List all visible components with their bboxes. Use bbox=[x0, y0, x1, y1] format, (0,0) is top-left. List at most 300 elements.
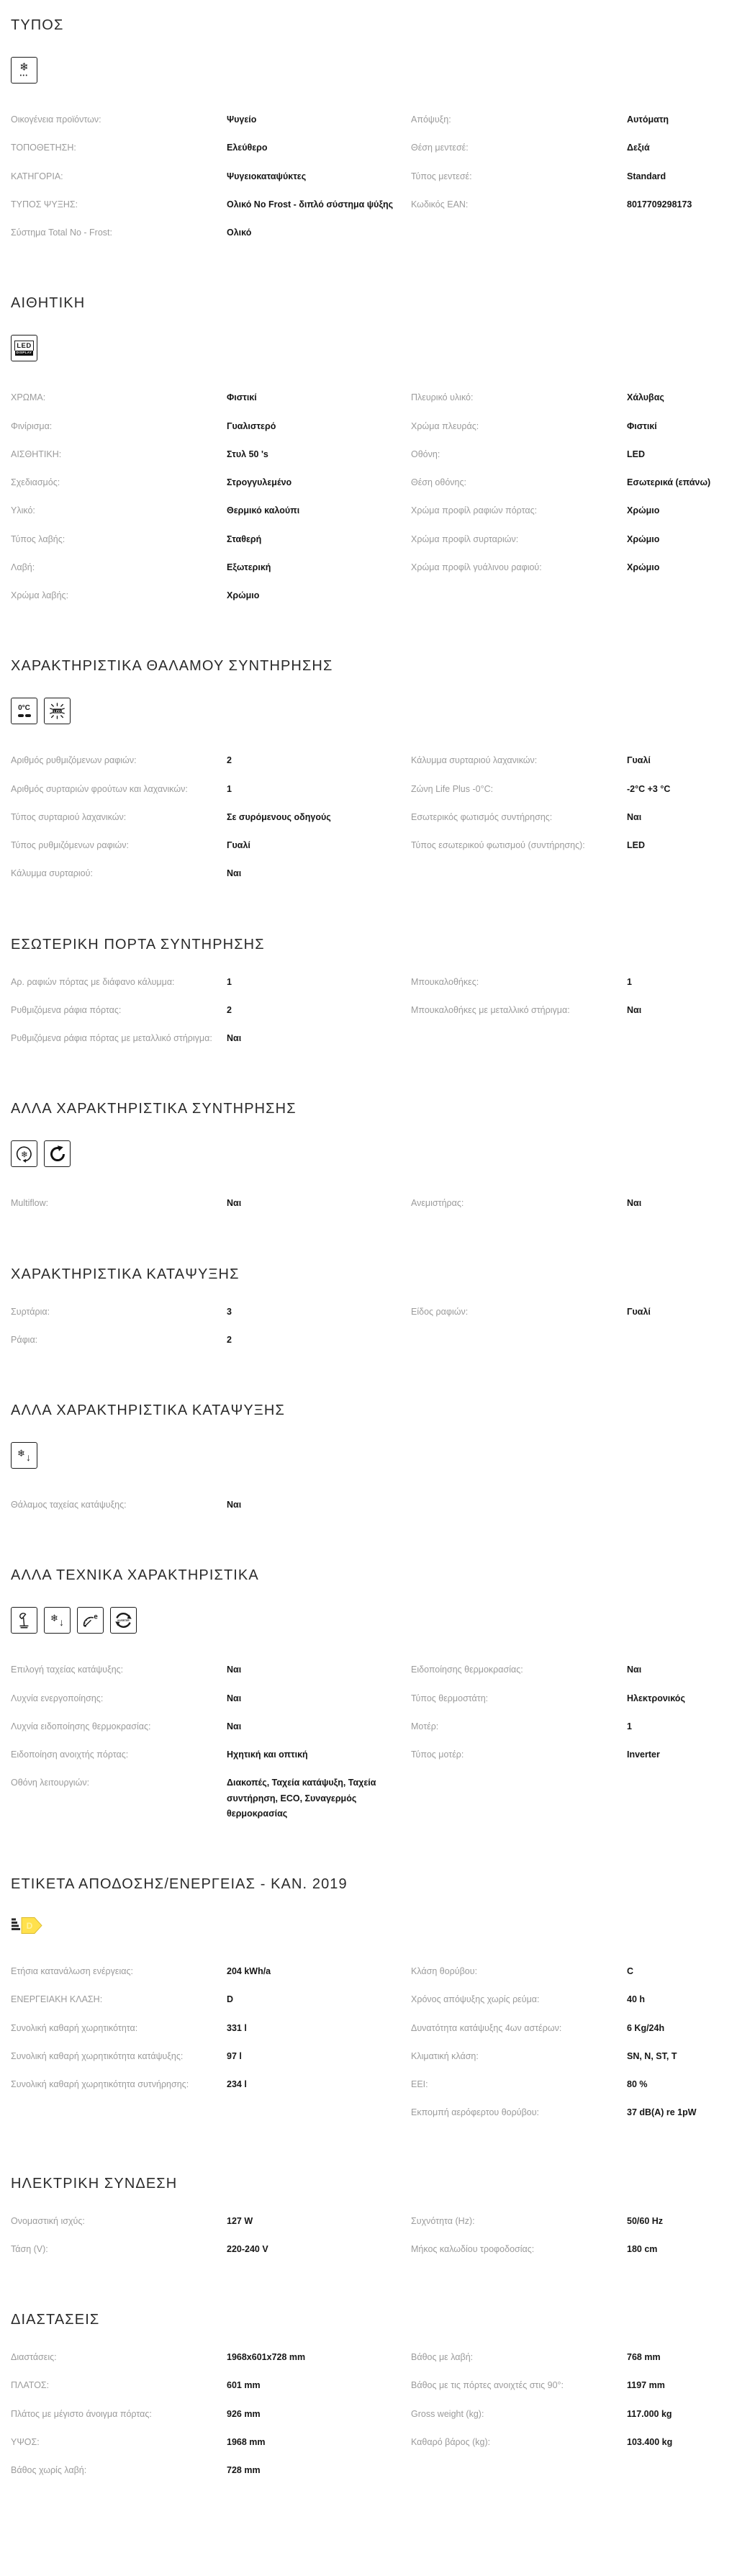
spec-row bbox=[411, 1965, 727, 1979]
section-title: ΕΣΩΤΕΡΙΚΗ ΠΟΡΤΑ ΣΥΝΤΗΡΗΣΗΣ bbox=[11, 936, 265, 953]
spec-row bbox=[11, 811, 411, 825]
spec-label: Σχεδιασμός: bbox=[11, 477, 60, 487]
zero-degree-zone-icon: 0°C bbox=[11, 698, 37, 724]
spec-label: Τύπος ρυθμιζόμενων ραφιών: bbox=[11, 840, 129, 850]
spec-row bbox=[11, 2243, 411, 2257]
spec-label: Λαβή: bbox=[11, 562, 35, 572]
spec-label: Τύπος λαβής: bbox=[11, 533, 65, 544]
section-title: ΕΤΙΚΕΤΑ ΑΠΟΔΟΣΗΣ/ΕΝΕΡΓΕΙΑΣ - ΚΑΝ. 2019 bbox=[11, 1876, 348, 1892]
spec-value: Στρογγυλεμένο bbox=[227, 477, 292, 487]
spec-label: Θάλαμος ταχείας κατάψυξης: bbox=[11, 1500, 127, 1510]
spec-label: Ράφια: bbox=[11, 1334, 38, 1345]
spec-row bbox=[11, 1334, 411, 1348]
spec-row bbox=[411, 477, 727, 490]
spec-value: 926 mm bbox=[227, 2408, 261, 2419]
spec-label: Συνολική καθαρή χωρητικότητα κατάψυξης: bbox=[11, 2050, 184, 2061]
section-title: ΑΛΛΑ ΧΑΡΑΚΤΗΡΙΣΤΙΚΑ ΚΑΤΑΨΥΞΗΣ bbox=[11, 1402, 285, 1418]
spec-row bbox=[11, 783, 411, 797]
spec-row bbox=[11, 392, 411, 405]
right-column bbox=[411, 1306, 727, 1334]
spec-label: Ονομαστική ισχύς: bbox=[11, 2215, 85, 2226]
spec-label: ΤΟΠΟΘΕΤΗΣΗ: bbox=[11, 143, 76, 153]
spec-label: Αριθμός ρυθμιζόμενων ραφιών: bbox=[11, 755, 137, 766]
spec-label: Λυχνία ειδοποίησης θερμοκρασίας: bbox=[11, 1721, 151, 1731]
spec-row bbox=[11, 1777, 411, 1821]
lamp-icon bbox=[11, 1607, 37, 1634]
svg-text:D: D bbox=[26, 1921, 33, 1931]
spec-value: 117.000 kg bbox=[627, 2408, 672, 2419]
spec-value: -2°C +3 °C bbox=[627, 783, 671, 794]
spec-label: ΑΙΣΘΗΤΙΚΗ: bbox=[11, 449, 62, 459]
spec-value: Ψυγειοκαταψύκτες bbox=[227, 171, 307, 181]
spec-label: Συνολική καθαρή χωρητικότητα συτνήρησης: bbox=[11, 2079, 189, 2089]
spec-label: Αρ. ραφιών πόρτας με διάφανο κάλυμμα: bbox=[11, 976, 175, 987]
spec-value: 80 % bbox=[627, 2079, 648, 2089]
spec-label: Δυνατότητα κατάψυξης 4ων αστέρων: bbox=[411, 2022, 562, 2033]
spec-label: Εκπομπή αερόφερτου θορύβου: bbox=[411, 2107, 540, 2118]
spec-row bbox=[11, 142, 411, 156]
spec-value: LED bbox=[627, 840, 645, 850]
spec-value: 97 l bbox=[227, 2050, 242, 2061]
spec-label: Κωδικός EAN: bbox=[411, 199, 469, 210]
right-column bbox=[411, 2215, 727, 2272]
spec-value: 1 bbox=[227, 783, 232, 794]
spec-row bbox=[411, 1004, 727, 1018]
spec-value: Ναι bbox=[227, 1693, 242, 1703]
section-fridge-inner-door bbox=[11, 937, 727, 1061]
spec-row bbox=[411, 392, 727, 405]
spec-row bbox=[11, 1004, 411, 1018]
spec-row bbox=[411, 505, 727, 518]
spec-row bbox=[11, 2351, 411, 2365]
spec-label: Μπουκαλοθήκες με μεταλλικό στήριγμα: bbox=[411, 1004, 570, 1015]
right-column bbox=[411, 755, 727, 868]
spec-value: 6 Kg/24h bbox=[627, 2022, 665, 2033]
spec-label: Μήκος καλωδίου τροφοδοσίας: bbox=[411, 2243, 535, 2254]
spec-value: Ναι bbox=[227, 1198, 242, 1209]
svg-text:LED: LED bbox=[53, 710, 61, 714]
spec-row bbox=[11, 420, 411, 434]
spec-row bbox=[411, 811, 727, 825]
spec-label: Χρώμα προφίλ ραφιών πόρτας: bbox=[411, 505, 538, 516]
fan-icon bbox=[44, 1140, 71, 1167]
section-other-technical-features bbox=[11, 1567, 727, 1836]
spec-label: Ειδοποίησης θερμοκρασίας: bbox=[411, 1665, 523, 1675]
section-other-fridge-features bbox=[11, 1101, 727, 1225]
auto-defrost-icon: ❄ ••• bbox=[11, 57, 37, 84]
right-column bbox=[411, 114, 727, 227]
section-icon-row bbox=[11, 335, 727, 361]
spec-row bbox=[411, 449, 727, 462]
spec-value: SN, N, ST, T bbox=[627, 2050, 677, 2061]
spec-row bbox=[11, 2436, 411, 2450]
spec-row bbox=[11, 2022, 411, 2036]
spec-row bbox=[411, 2079, 727, 2092]
spec-value: 40 h bbox=[627, 1994, 646, 2005]
spec-row bbox=[411, 2408, 727, 2422]
section-electrical-connection bbox=[11, 2176, 727, 2272]
spec-grid bbox=[11, 1499, 727, 1527]
spec-row bbox=[11, 1032, 411, 1046]
left-column bbox=[11, 2351, 411, 2492]
spec-value: Ναι bbox=[627, 811, 642, 822]
spec-value: Εσωτερικά (επάνω) bbox=[627, 477, 711, 487]
spec-label: Gross weight (kg): bbox=[411, 2408, 484, 2419]
left-column bbox=[11, 1965, 411, 2107]
spec-label: Βάθος με τις πόρτες ανοιχτές στις 90°: bbox=[411, 2380, 564, 2391]
spec-label: Χρώμα λαβής: bbox=[11, 590, 69, 600]
spec-value: Θερμικό καλούπι bbox=[227, 505, 300, 516]
spec-value: 2 bbox=[227, 1004, 232, 1015]
spec-value: 1 bbox=[227, 976, 232, 987]
spec-row bbox=[11, 114, 411, 127]
spec-row bbox=[411, 171, 727, 184]
section-title: ΧΑΡΑΚΤΗΡΙΣΤΙΚΑ ΘΑΛΑΜΟΥ ΣΥΝΤΗΡΗΣΗΣ bbox=[11, 658, 333, 675]
spec-label: Θέση οθόνης: bbox=[411, 477, 466, 487]
spec-value: Γυαλί bbox=[627, 755, 651, 766]
spec-label: Multiflow: bbox=[11, 1198, 49, 1209]
left-column bbox=[11, 976, 411, 1061]
spec-label: Κάλυμμα συρταριού: bbox=[11, 868, 93, 879]
spec-value: Δεξιά bbox=[627, 143, 650, 153]
spec-label: Φινίρισμα: bbox=[11, 420, 53, 431]
spec-label: Ανεμιστήρας: bbox=[411, 1198, 464, 1209]
right-column bbox=[411, 976, 727, 1033]
left-column bbox=[11, 2215, 411, 2272]
section-icon-row bbox=[11, 1607, 727, 1634]
spec-row bbox=[411, 839, 727, 853]
spec-label: Τύπος συρταριού λαχανικών: bbox=[11, 811, 127, 822]
spec-label: Θέση μεντεσέ: bbox=[411, 143, 469, 153]
spec-label: Τύπος θερμοστάτη: bbox=[411, 1693, 489, 1703]
spec-row bbox=[11, 1721, 411, 1734]
spec-value: 127 W bbox=[227, 2215, 253, 2226]
spec-value: Ναι bbox=[227, 1721, 242, 1731]
left-column bbox=[11, 392, 411, 618]
inverter-icon bbox=[110, 1607, 137, 1634]
spec-value: Ναι bbox=[227, 1500, 242, 1510]
spec-value: Ναι bbox=[227, 1665, 242, 1675]
right-column bbox=[411, 1965, 727, 2135]
spec-row bbox=[11, 533, 411, 547]
spec-value: D bbox=[227, 1994, 234, 2005]
spec-row bbox=[411, 1994, 727, 2007]
spec-label: Ρυθμιζόμενα ράφια πόρτας: bbox=[11, 1004, 122, 1015]
spec-label: Τύπος εσωτερικού φωτισμού (συντήρησης): bbox=[411, 840, 585, 850]
spec-row bbox=[11, 1499, 411, 1513]
spec-label: Οθόνη λειτουργιών: bbox=[11, 1778, 90, 1788]
spec-row bbox=[411, 533, 727, 547]
svg-text:❄: ❄ bbox=[20, 1149, 28, 1160]
spec-row bbox=[411, 976, 727, 990]
spec-value: 601 mm bbox=[227, 2380, 261, 2391]
spec-label: Τύπος μεντεσέ: bbox=[411, 171, 472, 181]
multiflow-icon bbox=[11, 1140, 37, 1167]
section-title: ΑΛΛΑ ΤΕΧΝΙΚΑ ΧΑΡΑΚΤΗΡΙΣΤΙΚΑ bbox=[11, 1567, 259, 1584]
spec-value: 37 dB(A) re 1pW bbox=[627, 2107, 697, 2118]
spec-value: 331 l bbox=[227, 2022, 247, 2033]
spec-row bbox=[11, 2050, 411, 2064]
spec-value: Διακοπές, Ταχεία κατάψυξη, Ταχεία συντήρηση, ECO, Συναγερμός θερμοκρασίας bbox=[227, 1778, 376, 1819]
spec-row bbox=[411, 1721, 727, 1734]
spec-grid bbox=[11, 114, 727, 255]
spec-row bbox=[411, 1749, 727, 1762]
spec-value: 220-240 V bbox=[227, 2243, 268, 2254]
spec-row bbox=[411, 562, 727, 575]
spec-row bbox=[411, 2022, 727, 2036]
spec-value: Χρώμιο bbox=[627, 533, 660, 544]
spec-value: 3 bbox=[227, 1306, 232, 1317]
fast-freeze-icon: ❄ ↓ bbox=[11, 1442, 37, 1469]
spec-row bbox=[11, 2079, 411, 2092]
spec-label: Αριθμός συρταριών φρούτων και λαχανικών: bbox=[11, 783, 188, 794]
spec-label: Ετήσια κατανάλωση ενέργειας: bbox=[11, 1966, 133, 1976]
spec-value: Ολικό bbox=[227, 228, 252, 238]
spec-label: Κλάση θορύβου: bbox=[411, 1966, 478, 1976]
spec-value: Ναι bbox=[227, 1033, 242, 1043]
spec-value: Ηχητική και οπτική bbox=[227, 1749, 308, 1760]
led-light-icon bbox=[44, 698, 71, 724]
spec-row bbox=[11, 1664, 411, 1677]
spec-row bbox=[411, 2379, 727, 2393]
section-title: ΑΙΘΗΤΙΚΗ bbox=[11, 295, 86, 312]
spec-row bbox=[411, 2436, 727, 2450]
spec-label: Ζώνη Life Plus -0°C: bbox=[411, 783, 494, 794]
spec-value: 1 bbox=[627, 1721, 632, 1731]
spec-label: Τύπος μοτέρ: bbox=[411, 1749, 464, 1760]
spec-value: 1197 mm bbox=[627, 2380, 665, 2391]
left-column bbox=[11, 1499, 411, 1527]
right-column bbox=[411, 1197, 727, 1225]
spec-value: 180 cm bbox=[627, 2243, 658, 2254]
spec-row bbox=[11, 976, 411, 990]
spec-value: 50/60 Hz bbox=[627, 2215, 664, 2226]
svg-text:e: e bbox=[93, 1613, 98, 1621]
spec-value: Στυλ 50 's bbox=[227, 449, 268, 459]
spec-label: Βάθος με λαβή: bbox=[411, 2352, 474, 2362]
right-column bbox=[411, 1664, 727, 1777]
spec-label: Χρώμα πλευράς: bbox=[411, 420, 479, 431]
spec-row bbox=[11, 1965, 411, 1979]
spec-value: Φιστικί bbox=[227, 392, 257, 403]
spec-label: Μοτέρ: bbox=[411, 1721, 439, 1731]
spec-value: Standard bbox=[627, 171, 666, 181]
spec-grid bbox=[11, 1306, 727, 1363]
spec-value: Ψυγείο bbox=[227, 114, 257, 125]
left-column bbox=[11, 114, 411, 255]
spec-row bbox=[11, 839, 411, 853]
spec-label: Πλευρικό υλικό: bbox=[411, 392, 474, 403]
spec-grid bbox=[11, 392, 727, 618]
section-freezer-features bbox=[11, 1266, 727, 1363]
spec-row bbox=[411, 1306, 727, 1320]
spec-value: Σε συρόμενους οδηγούς bbox=[227, 811, 331, 822]
spec-value: 1968 mm bbox=[227, 2436, 266, 2447]
spec-label: Επιλογή ταχείας κατάψυξης: bbox=[11, 1665, 124, 1675]
left-column bbox=[11, 1306, 411, 1363]
spec-value: Χρώμιο bbox=[627, 505, 660, 516]
spec-row bbox=[11, 755, 411, 768]
spec-row bbox=[411, 2050, 727, 2064]
spec-row bbox=[11, 171, 411, 184]
spec-label: ΚΑΤΗΓΟΡΙΑ: bbox=[11, 171, 63, 181]
left-column bbox=[11, 755, 411, 896]
spec-value: Γυαλί bbox=[627, 1306, 651, 1317]
spec-value: Φιστικί bbox=[627, 420, 657, 431]
section-typos bbox=[11, 17, 727, 255]
spec-row bbox=[411, 2107, 727, 2120]
section-icon-row bbox=[11, 57, 727, 84]
spec-value: 1968x601x728 mm bbox=[227, 2352, 306, 2362]
spec-label: Μπουκαλοθήκες: bbox=[411, 976, 479, 987]
energy-meter-icon bbox=[77, 1607, 104, 1634]
spec-value: 234 l bbox=[227, 2079, 247, 2089]
spec-row bbox=[11, 199, 411, 212]
spec-value: 1 bbox=[627, 976, 632, 987]
spec-value: 204 kWh/a bbox=[227, 1966, 271, 1976]
spec-value: Σταθερή bbox=[227, 533, 262, 544]
spec-row bbox=[411, 420, 727, 434]
left-column bbox=[11, 1664, 411, 1836]
spec-label: Οθόνη: bbox=[411, 449, 440, 459]
spec-label: Λυχνία ενεργοποίησης: bbox=[11, 1693, 104, 1703]
spec-label: Χρώμα προφίλ συρταριών: bbox=[411, 533, 519, 544]
section-title: ΑΛΛΑ ΧΑΡΑΚΤΗΡΙΣΤΙΚΑ ΣΥΝΤΗΡΗΣΗΣ bbox=[11, 1101, 297, 1117]
spec-row bbox=[11, 505, 411, 518]
spec-grid bbox=[11, 2215, 727, 2272]
spec-label: Βάθος χωρίς λαβή: bbox=[11, 2465, 87, 2475]
spec-row bbox=[11, 1693, 411, 1706]
spec-label: Υλικό: bbox=[11, 505, 35, 516]
section-icon-row bbox=[11, 1916, 727, 1935]
spec-value: Χάλυβας bbox=[627, 392, 664, 403]
spec-label: Χρώμα προφίλ γυάλινου ραφιού: bbox=[411, 562, 542, 572]
spec-grid bbox=[11, 976, 727, 1061]
spec-label: Σύστημα Total No - Frost: bbox=[11, 228, 112, 238]
spec-row bbox=[11, 1306, 411, 1320]
spec-row bbox=[411, 755, 727, 768]
spec-label: ΥΨΟΣ: bbox=[11, 2436, 40, 2447]
section-icon-row bbox=[11, 698, 727, 724]
spec-value: 728 mm bbox=[227, 2465, 261, 2475]
spec-row bbox=[11, 2408, 411, 2422]
spec-label: ΠΛΑΤΟΣ: bbox=[11, 2380, 50, 2391]
svg-text:INVERTER: INVERTER bbox=[117, 1619, 130, 1623]
spec-value: Ναι bbox=[627, 1198, 642, 1209]
spec-label: Απόψυξη: bbox=[411, 114, 451, 125]
spec-label: Οικογένεια προϊόντων: bbox=[11, 114, 101, 125]
right-column bbox=[411, 392, 727, 590]
spec-value: 2 bbox=[227, 1334, 232, 1345]
spec-value: C bbox=[627, 1966, 634, 1976]
section-aesthetics bbox=[11, 295, 727, 618]
spec-grid bbox=[11, 1965, 727, 2135]
spec-row bbox=[11, 590, 411, 603]
spec-row bbox=[11, 562, 411, 575]
spec-row bbox=[411, 2351, 727, 2365]
spec-row bbox=[11, 227, 411, 240]
spec-label: ΤΥΠΟΣ ΨΥΞΗΣ: bbox=[11, 199, 78, 210]
spec-value: 103.400 kg bbox=[627, 2436, 673, 2447]
spec-row bbox=[411, 1693, 727, 1706]
section-dimensions bbox=[11, 2312, 727, 2492]
spec-label: Διαστάσεις: bbox=[11, 2352, 57, 2362]
left-column bbox=[11, 1197, 411, 1225]
section-other-freezer-features bbox=[11, 1402, 727, 1527]
spec-value: Αυτόματη bbox=[627, 114, 669, 125]
section-icon-row bbox=[11, 1442, 727, 1469]
spec-row bbox=[11, 2215, 411, 2229]
spec-label: Συνολική καθαρή χωρητικότητα: bbox=[11, 2022, 138, 2033]
section-title: ΤΥΠΟΣ bbox=[11, 17, 64, 33]
spec-label: ΧΡΩΜΑ: bbox=[11, 392, 46, 403]
section-title: ΧΑΡΑΚΤΗΡΙΣΤΙΚΑ ΚΑΤΑΨΥΞΗΣ bbox=[11, 1266, 240, 1282]
spec-grid bbox=[11, 755, 727, 896]
spec-value: Ναι bbox=[227, 868, 242, 879]
spec-label: Πλάτος με μέγιστο άνοιγμα πόρτας: bbox=[11, 2408, 152, 2419]
section-title: ΔΙΑΣΤΑΣΕΙΣ bbox=[11, 2312, 100, 2328]
spec-row bbox=[11, 1197, 411, 1211]
spec-value: Ηλεκτρονικός bbox=[627, 1693, 685, 1703]
spec-row bbox=[11, 477, 411, 490]
section-energy-label bbox=[11, 1876, 727, 2135]
right-column bbox=[411, 2351, 727, 2464]
spec-row bbox=[411, 1197, 727, 1211]
spec-value: Inverter bbox=[627, 1749, 660, 1760]
spec-label: Είδος ραφιών: bbox=[411, 1306, 469, 1317]
spec-value: 8017709298173 bbox=[627, 199, 692, 210]
spec-value: Εξωτερική bbox=[227, 562, 271, 572]
spec-row bbox=[411, 1664, 727, 1677]
spec-value: Ελεύθερο bbox=[227, 143, 268, 153]
spec-row bbox=[11, 1749, 411, 1762]
spec-row bbox=[11, 449, 411, 462]
spec-row bbox=[411, 783, 727, 797]
spec-label: Ειδοποίηση ανοιχτής πόρτας: bbox=[11, 1749, 129, 1760]
spec-label: ΕΝΕΡΓΕΙΑΚΗ ΚΛΑΣΗ: bbox=[11, 1994, 103, 2005]
spec-value: Γυαλιστερό bbox=[227, 420, 276, 431]
led-display-icon: LED DISPLAY bbox=[11, 335, 37, 361]
spec-row bbox=[411, 114, 727, 127]
spec-row bbox=[411, 199, 727, 212]
spec-row bbox=[11, 2379, 411, 2393]
spec-value: 2 bbox=[227, 755, 232, 766]
spec-row bbox=[411, 2243, 727, 2257]
section-icon-row bbox=[11, 1140, 727, 1167]
spec-row bbox=[411, 142, 727, 156]
spec-value: Χρώμιο bbox=[627, 562, 660, 572]
fast-freeze-icon: ❄ ↓ bbox=[44, 1607, 71, 1634]
spec-grid bbox=[11, 1197, 727, 1225]
spec-label: Καθαρό βάρος (kg): bbox=[411, 2436, 491, 2447]
spec-row bbox=[11, 2464, 411, 2478]
spec-label: Συρτάρια: bbox=[11, 1306, 50, 1317]
spec-label: Εσωτερικός φωτισμός συντήρησης: bbox=[411, 811, 553, 822]
spec-value: LED bbox=[627, 449, 645, 459]
spec-grid bbox=[11, 2351, 727, 2492]
spec-value: Ναι bbox=[627, 1665, 642, 1675]
spec-label: Χρόνος απόψυξης χωρίς ρεύμα: bbox=[411, 1994, 540, 2005]
spec-label: Τάση (V): bbox=[11, 2243, 48, 2254]
section-fridge-compartment bbox=[11, 658, 727, 896]
spec-label: Κάλυμμα συρταριού λαχανικών: bbox=[411, 755, 538, 766]
spec-grid bbox=[11, 1664, 727, 1836]
section-title: ΗΛΕΚΤΡΙΚΗ ΣΥΝΔΕΣΗ bbox=[11, 2175, 178, 2192]
spec-label: Κλιματική κλάση: bbox=[411, 2050, 479, 2061]
spec-label: Συχνότητα (Hz): bbox=[411, 2215, 475, 2226]
spec-row bbox=[11, 868, 411, 881]
spec-value: Ναι bbox=[627, 1004, 642, 1015]
